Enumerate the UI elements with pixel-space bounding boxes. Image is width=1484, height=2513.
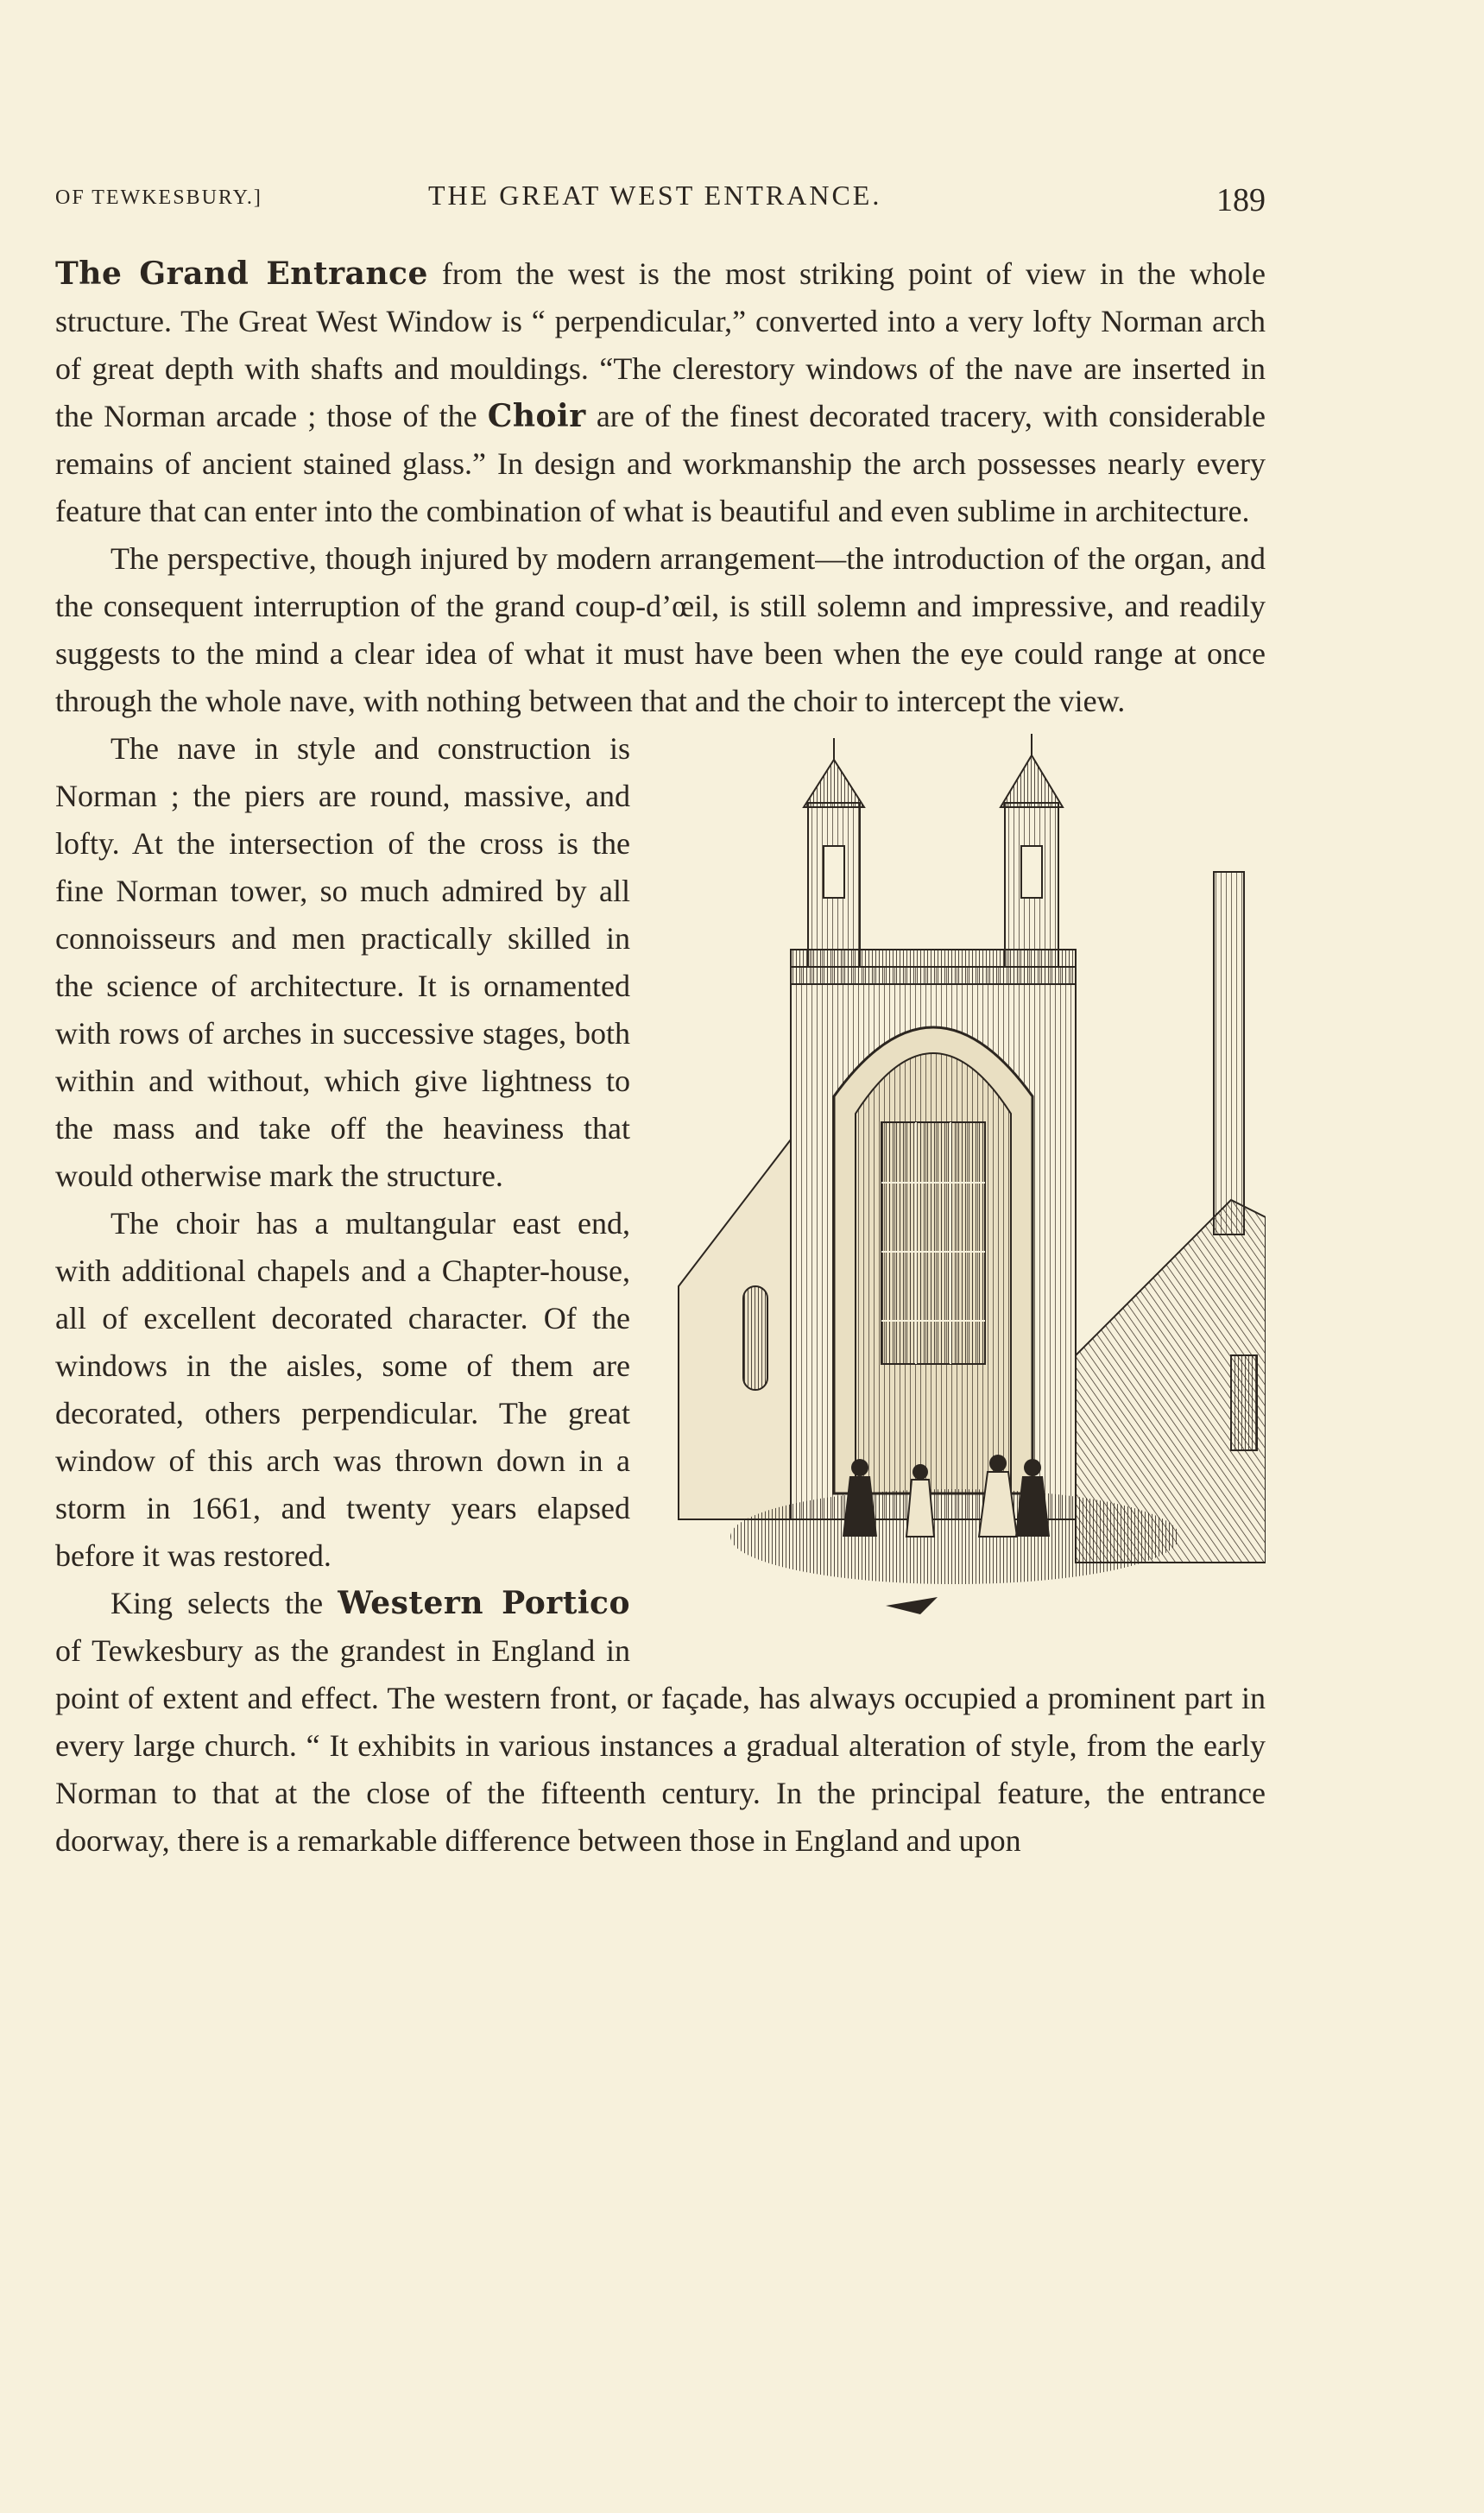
body-text	[55, 250, 1266, 1865]
blackletter-word-choir: Choir	[487, 398, 586, 434]
paragraph-text: are of the finest decorated tracery, with considerable remains of ancient stained glass.” In design and workmanship the arch possesses nearly every feature that can enter into the combination of what is beautiful and even sublime in architecture.	[55, 399, 1266, 528]
running-head-title: THE GREAT WEST ENTRANCE.	[428, 180, 882, 211]
left-turret	[804, 738, 864, 967]
right-nave-wall	[1076, 872, 1266, 1563]
right-turret	[1001, 734, 1063, 967]
paragraph-text: The nave in style and construction is Norman ; the piers are round, massive, and lofty. At the intersection of the cross is the fine Norman tower, so much admired by all connoisseurs and men practically skilled in the science of architecture. It is ornamented with rows of arches in successive stages, both within and without, which give lightness to the mass and take off the heaviness that would otherwise mark the structure.	[55, 731, 630, 1193]
west-facade	[791, 950, 1076, 1519]
engraver-mark	[886, 1597, 938, 1614]
engraving-west-front-illustration	[661, 734, 1266, 1623]
paragraph-grand-entrance	[55, 250, 1266, 535]
paragraph-text: of Tewkesbury as the grandest in England in point of extent and effect. The western front, or façade, has always occupied a prominent part in every large church. “ It exhibits in various instances a gradual alteration of style, from the early Norman to that at the close of the fifteenth century. In the principal feature, the entrance doorway, there is a remarkable difference between those in England and upon	[55, 1633, 1266, 1858]
running-head-left: OF TEWKESBURY.]	[55, 186, 262, 209]
blackletter-heading-grand-entrance: The Grand Entrance	[55, 256, 428, 292]
paragraph-nave	[55, 725, 1266, 1200]
paragraph-text: from the west is the most striking point of view in the whole structure. The Great West Window is “ perpendicular,” converted into a very lofty Norman arch of great depth with shafts and mouldings. “The clerestory windows of the nave are inserted in the Norman arcade ; those of the	[55, 256, 1266, 433]
paragraph-perspective: The perspective, though injured by modern arrangement—the introduction of the organ, and the consequent interruption of the grand coup-d’œil, is still solemn and impressive, and readily suggests to the mind a clear idea of what it must have been when the eye could range at once through the whole nave, with nothing between that and the choir to intercept the view.	[55, 541, 1266, 718]
paragraph-text: King selects the	[111, 1586, 338, 1620]
running-head	[55, 180, 1266, 228]
paragraph-choir: The choir has a multangular east end, with additional chapels and a Chapter-house, all of excellent decorated character. Of the windows in the aisles, some of them are decorated, others perpendicular. The great window of this arch was thrown down in a storm in 1661, and twenty years elapsed before it was restored.	[55, 1206, 630, 1573]
blackletter-heading-western-portico: Western Portico	[338, 1585, 630, 1621]
left-aisle	[679, 1140, 791, 1519]
page-number: 189	[1216, 182, 1266, 218]
church-engraving-svg	[661, 734, 1266, 1623]
